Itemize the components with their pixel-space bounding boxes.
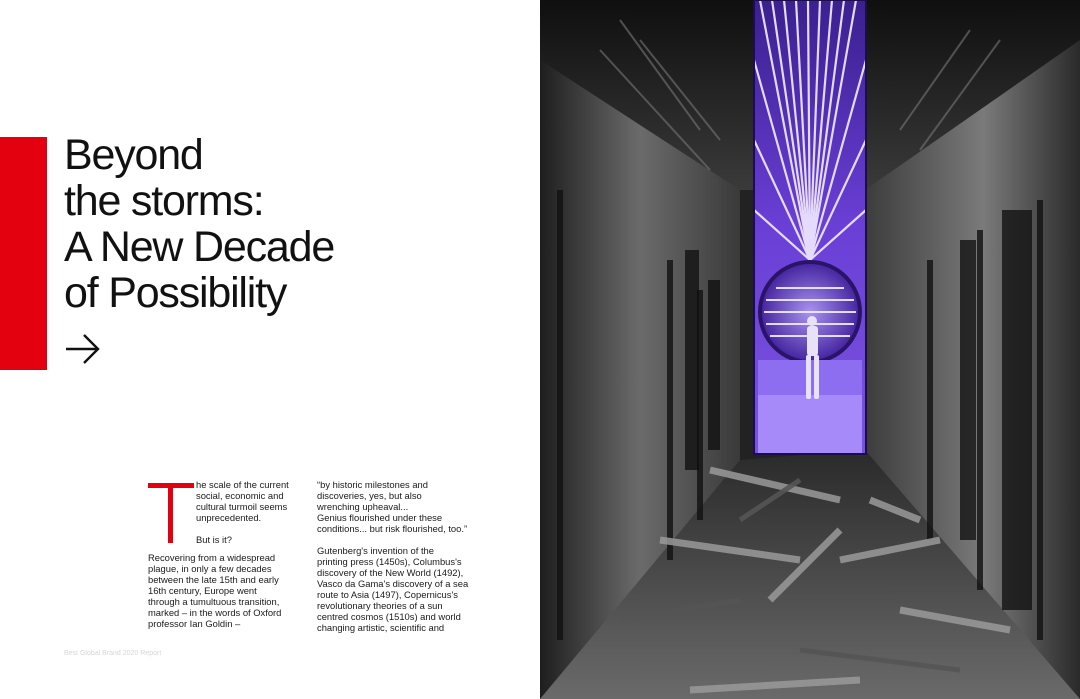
body-line: changing artistic, scientific and <box>317 622 445 633</box>
intro-paragraph <box>196 479 296 556</box>
quote-line: wrenching upheaval... <box>317 501 409 512</box>
body-line: plague, in only a few decades <box>148 563 272 574</box>
intro-line: unprecedented. <box>196 512 262 523</box>
quote-line: discoveries, yes, but also <box>317 490 422 501</box>
quote-line: “by historic milestones and <box>317 479 428 490</box>
body-line: 16th century, Europe went <box>148 585 257 596</box>
dropcap-letter <box>148 483 194 543</box>
body-line: centred cosmos (1510s) and world <box>317 611 461 622</box>
body-line: professor Ian Goldin – <box>148 618 241 629</box>
body-line: Recovering from a widespread <box>148 552 276 563</box>
red-accent-bar <box>0 137 47 370</box>
corridor-photo <box>540 0 1080 699</box>
arrow-right-icon <box>64 330 102 368</box>
question-line: But is it? <box>196 534 232 545</box>
neon-installation <box>754 0 866 454</box>
quote-line: conditions... but risk flourished, too.” <box>317 523 468 534</box>
history-paragraph <box>317 545 477 633</box>
body-line: Vasco da Gama's discovery of a sea <box>317 578 469 589</box>
intro-line: he scale of the current <box>196 479 289 490</box>
intro-line: social, economic and <box>196 490 284 501</box>
body-line: between the late 15th and early <box>148 574 279 585</box>
right-text-column <box>317 479 477 644</box>
headline-line-3: A New Decade <box>64 223 335 271</box>
body-line: Gutenberg's invention of the <box>317 545 434 556</box>
body-line: printing press (1450s), Columbus's <box>317 556 462 567</box>
headline-line-4: of Possibility <box>64 269 287 317</box>
body-line: marked – in the words of Oxford <box>148 607 282 618</box>
body-line: route to Asia (1497), Copernicus's <box>317 589 458 600</box>
headline <box>64 132 334 316</box>
headline-line-1: Beyond <box>64 131 203 179</box>
quote-paragraph <box>317 479 477 534</box>
footer-report-title: Best Global Brand 2020 Report <box>64 650 162 657</box>
body-line: through a tumultuous transition, <box>148 596 280 607</box>
headline-line-2: the storms: <box>64 177 264 225</box>
intro-line: cultural turmoil seems <box>196 501 288 512</box>
body-line: discovery of the New World (1492), <box>317 567 464 578</box>
body-line: revolutionary theories of a sun <box>317 600 443 611</box>
corridor-illustration <box>540 0 1080 699</box>
left-body-paragraph <box>148 552 293 629</box>
quote-line: Genius flourished under these <box>317 512 443 523</box>
